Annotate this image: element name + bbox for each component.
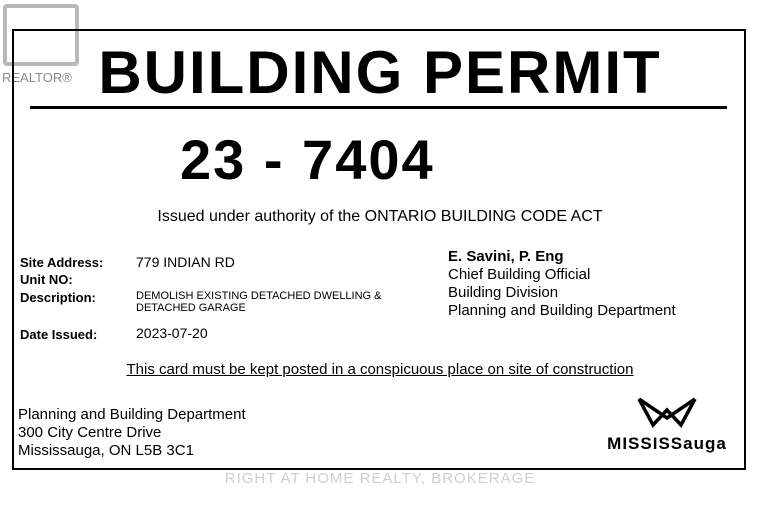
mississauga-logo [600, 396, 734, 454]
site-address-label: Site Address: [20, 255, 104, 270]
official-name: E. Savini, P. Eng [448, 248, 564, 265]
official-division: Building Division [448, 284, 559, 301]
description-label: Description: [20, 290, 96, 305]
department-address [18, 406, 246, 460]
posting-notice: This card must be kept posted in a conspicuous place on site of construction [126, 361, 634, 378]
authority-statement: Issued under authority of the ONTARIO BUILDING CODE ACT [157, 208, 603, 225]
site-address-value: 779 INDIAN RD [136, 254, 235, 270]
permit-title: BUILDING PERMIT [98, 39, 662, 106]
official-department: Planning and Building Department [448, 302, 676, 319]
official-title: Chief Building Official [448, 266, 591, 283]
mississauga-butterfly-icon [636, 396, 698, 428]
issuing-official [448, 248, 676, 320]
date-issued-value: 2023-07-20 [136, 325, 208, 341]
title-divider [30, 106, 727, 109]
unit-no-label: Unit NO: [20, 272, 73, 287]
address-line-2: 300 City Centre Drive [18, 424, 162, 441]
mississauga-wordmark: MISSISSauga [607, 434, 727, 453]
date-issued-label: Date Issued: [20, 327, 98, 342]
address-line-3: Mississauga, ON L5B 3C1 [18, 442, 194, 459]
address-line-1: Planning and Building Department [18, 406, 246, 423]
permit-number: 23 - 7404 [180, 128, 435, 191]
description-value: DEMOLISH EXISTING DETACHED DWELLING & DETACHED GARAGE [136, 290, 382, 314]
brokerage-watermark: RIGHT AT HOME REALTY, BROKERAGE [224, 470, 536, 487]
realtor-logo-text: REALTOR® [2, 70, 72, 85]
